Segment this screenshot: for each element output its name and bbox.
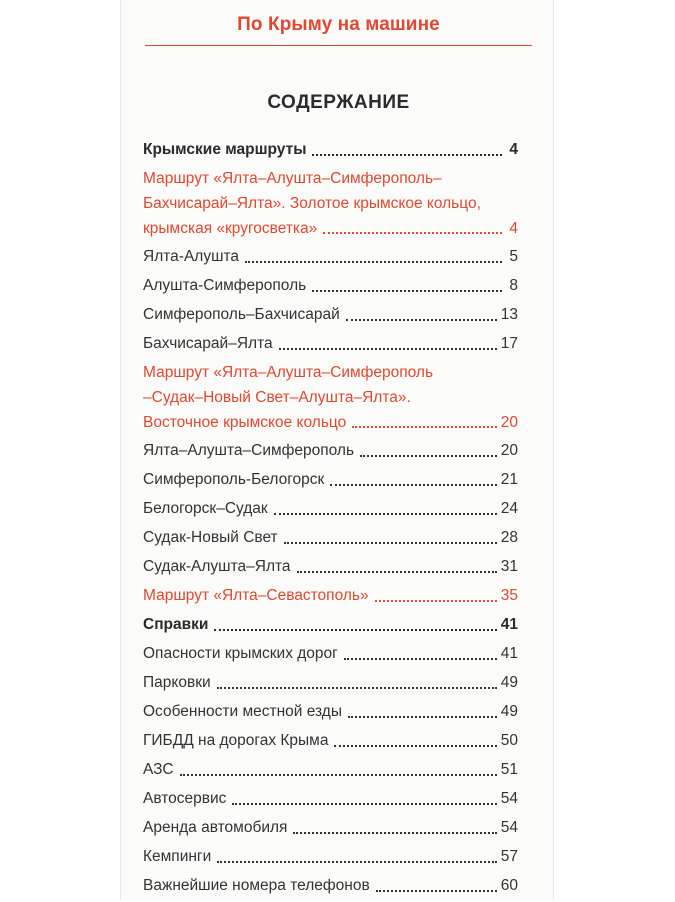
toc-entry-sudak-novy-svet	[143, 525, 518, 551]
dot-leader	[323, 232, 502, 234]
dot-leader	[293, 832, 496, 834]
toc-page-number: 35	[500, 587, 518, 604]
toc-entry-road-dangers	[143, 641, 518, 667]
toc-entry-car-service	[143, 786, 518, 812]
toc-entry-text: ГИБДД на дорогах Крыма	[143, 732, 329, 749]
dot-leader	[274, 513, 497, 515]
toc-page-number: 5	[509, 248, 518, 265]
toc-entry-text: Аренда автомобиля	[143, 819, 288, 836]
toc-entry-local-driving	[143, 699, 518, 725]
dot-leader	[375, 600, 497, 602]
toc-page-number: 60	[500, 877, 518, 894]
toc-entry-text: Опасности крымских дорог	[143, 645, 338, 662]
dot-leader	[232, 803, 496, 805]
toc-entry-parking	[143, 670, 518, 696]
toc-page-number: 20	[500, 442, 518, 459]
dot-leader	[344, 658, 497, 660]
toc-entry-last-line	[143, 410, 518, 435]
toc-page-number: 49	[500, 674, 518, 691]
running-title: По Крыму на машине	[237, 14, 440, 35]
toc-page-number: 20	[500, 414, 518, 431]
toc-entry-text: Восточное крымское кольцо	[143, 414, 347, 431]
dot-leader	[245, 261, 502, 263]
toc-entry-text: Маршрут «Ялта–Севастополь»	[143, 587, 369, 604]
toc-page-number: 24	[500, 500, 518, 517]
toc-entry-traffic-police	[143, 728, 518, 754]
toc-page-number: 57	[500, 848, 518, 865]
toc-page-number: 4	[509, 141, 518, 158]
toc-entry-gas-stations	[143, 757, 518, 783]
toc-page-number: 50	[500, 732, 518, 749]
toc-entry-text: Кемпинги	[143, 848, 212, 865]
toc-entry-yalta-alushta	[143, 244, 518, 270]
toc-entry-line: Маршрут «Ялта–Алушта–Симферополь	[143, 364, 434, 381]
toc-page-number: 41	[500, 616, 518, 633]
toc-page-number: 17	[500, 335, 518, 352]
toc-entry-text: АЗС	[143, 761, 174, 778]
toc-entry-golden-ring-route	[143, 166, 518, 241]
toc-entry-car-rental	[143, 815, 518, 841]
dot-leader	[217, 687, 497, 689]
toc-entry-yalta-alushta-simferopol	[143, 438, 518, 464]
toc-entry-text: Крымские маршруты	[143, 141, 307, 158]
book-page	[121, 0, 553, 900]
dot-leader	[346, 319, 497, 321]
toc-entry-line: Маршрут «Ялта–Алушта–Симферополь–	[143, 170, 442, 187]
toc-entry-text: Бахчисарай–Ялта	[143, 335, 273, 352]
header-rule	[145, 45, 532, 46]
toc-entry-text: Белогорск–Судак	[143, 500, 268, 517]
toc-page-number: 28	[500, 529, 518, 546]
toc-page-number: 41	[500, 645, 518, 662]
dot-leader	[284, 542, 497, 544]
dot-leader	[376, 890, 497, 892]
toc-entry-text: Симферополь–Бахчисарай	[143, 306, 340, 323]
toc-entry-text: Алушта-Симферополь	[143, 277, 307, 294]
dot-leader	[279, 348, 497, 350]
toc-page-number: 4	[509, 220, 518, 237]
toc-page-number: 51	[500, 761, 518, 778]
toc-entry-text: Ялта–Алушта–Симферополь	[143, 442, 355, 459]
dot-leader	[217, 861, 497, 863]
toc-entry-phone-numbers	[143, 873, 518, 899]
toc-page-number: 54	[500, 819, 518, 836]
toc-entry-text: крымская «кругосветка»	[143, 220, 318, 237]
toc-entry-belogorsk-sudak	[143, 496, 518, 522]
toc-page-number: 49	[500, 703, 518, 720]
toc-entry-text: Особенности местной езды	[143, 703, 342, 720]
toc-entry-text: Важнейшие номера телефонов	[143, 877, 370, 894]
dot-leader	[330, 484, 496, 486]
table-of-contents	[143, 137, 518, 902]
toc-title: СОДЕРЖАНИЕ	[267, 92, 410, 113]
toc-entry-text: Судак-Алушта–Ялта	[143, 558, 291, 575]
toc-entry-text: Симферополь-Белогорск	[143, 471, 325, 488]
dot-leader	[180, 774, 497, 776]
toc-entry-eastern-ring-route	[143, 360, 518, 435]
toc-entry-bakhchisaray-yalta	[143, 331, 518, 357]
toc-page-number: 8	[509, 277, 518, 294]
toc-page-number: 54	[500, 790, 518, 807]
toc-entry-campings	[143, 844, 518, 870]
toc-entry-line: Бахчисарай–Ялта». Золотое крымское кольцо,	[143, 195, 481, 212]
toc-entry-simferopol-belogorsk	[143, 467, 518, 493]
toc-entry-text: Парковки	[143, 674, 211, 691]
dot-leader	[352, 426, 497, 428]
toc-page-number: 13	[500, 306, 518, 323]
toc-entry-sudak-alushta-yalta	[143, 554, 518, 580]
toc-entry-yalta-sevastopol-route	[143, 583, 518, 609]
toc-entry-text: Ялта-Алушта	[143, 248, 240, 265]
dot-leader	[297, 571, 497, 573]
toc-entry-text: Справки	[143, 616, 209, 633]
toc-page-number: 21	[500, 471, 518, 488]
dot-leader	[334, 745, 496, 747]
toc-entry-references	[143, 612, 518, 638]
toc-entry-crimean-routes	[143, 137, 518, 163]
dot-leader	[214, 629, 496, 631]
toc-page-number: 31	[500, 558, 518, 575]
toc-entry-alushta-simferopol	[143, 273, 518, 299]
dot-leader	[348, 716, 497, 718]
toc-entry-line: –Судак–Новый Свет–Алушта–Ялта».	[143, 389, 411, 406]
dot-leader	[312, 290, 502, 292]
toc-entry-simferopol-bakhchisaray	[143, 302, 518, 328]
toc-entry-text: Автосервис	[143, 790, 227, 807]
toc-entry-last-line	[143, 216, 518, 241]
dot-leader	[360, 455, 497, 457]
dot-leader	[312, 154, 502, 156]
toc-entry-text: Судак-Новый Свет	[143, 529, 278, 546]
